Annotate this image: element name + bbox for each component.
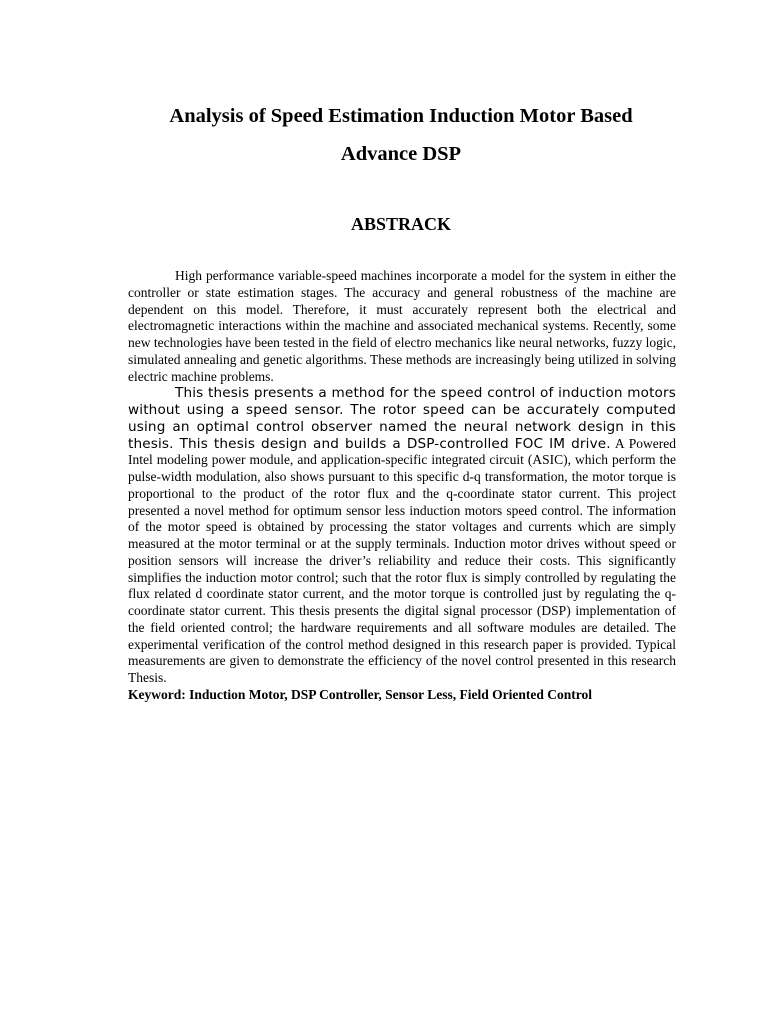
abstract-heading: ABSTRACK [350, 214, 452, 234]
abstract-body [128, 268, 676, 704]
keywords-line: Keyword: Induction Motor, DSP Controller, Sensor Less, Field Oriented Control [128, 686, 593, 702]
document-title-line-1: Analysis of Speed Estimation Induction Motor Based [169, 105, 633, 127]
abstract-paragraph-2-serif-run: A Powered Intel modeling power module, and application-specific integrated circuit (ASIC), which perform the pulse-width modulation, also shows pursuant to this specific d-q transformation, the motor torque is proportional to the product of the rotor flux and the q-coordinate stator current. This project presented a novel method for optimum sensor less induction motors speed control. The information of the motor speed is obtained by processing the stator voltages and currents which are simply measured at the motor terminal or at the supply terminals. Induction motor drives without speed or position sensors will increase the driver’s reliability and reduce their costs. This significantly simplifies the induction motor control; such that the rotor flux is simply controlled by regulating the flux related d coordinate stator current, and the motor torque is controlled just by regulating the q-coordinate stator current. This thesis presents the digital signal processor (DSP) implementation of the field oriented control; the hardware requirements and all software modules are detailed. The experimental verification of the control method designed in this research paper is provided. Typical measurements are given to demonstrate the efficiency of the novel control presented in this research Thesis. [128, 435, 677, 685]
abstract-paragraph-2 [128, 385, 676, 687]
abstract-paragraph-1: High performance variable-speed machines incorporate a model for the system in either the controller or state estimation stages. The accuracy and general robustness of the machine are dependent on this model. Therefore, it must accurately represent both the electrical and electromagnetic interactions within the machine and associated mechanical systems. Recently, some new technologies have been tested in the field of electro mechanics like neural networks, fuzzy logic, simulated annealing and genetic algorithms. These methods are increasingly being utilized in solving electric machine problems. [128, 268, 676, 384]
document-title-line-2: Advance DSP [340, 143, 462, 165]
abstract-paragraph-2-sans-run: This thesis presents a method for the speed control of induction motors without using a speed sensor. The rotor speed can be accurately computed using an optimal control observer named the neural network design in this thesis. This thesis design and builds a DSP-controlled FOC IM drive. [128, 385, 676, 452]
